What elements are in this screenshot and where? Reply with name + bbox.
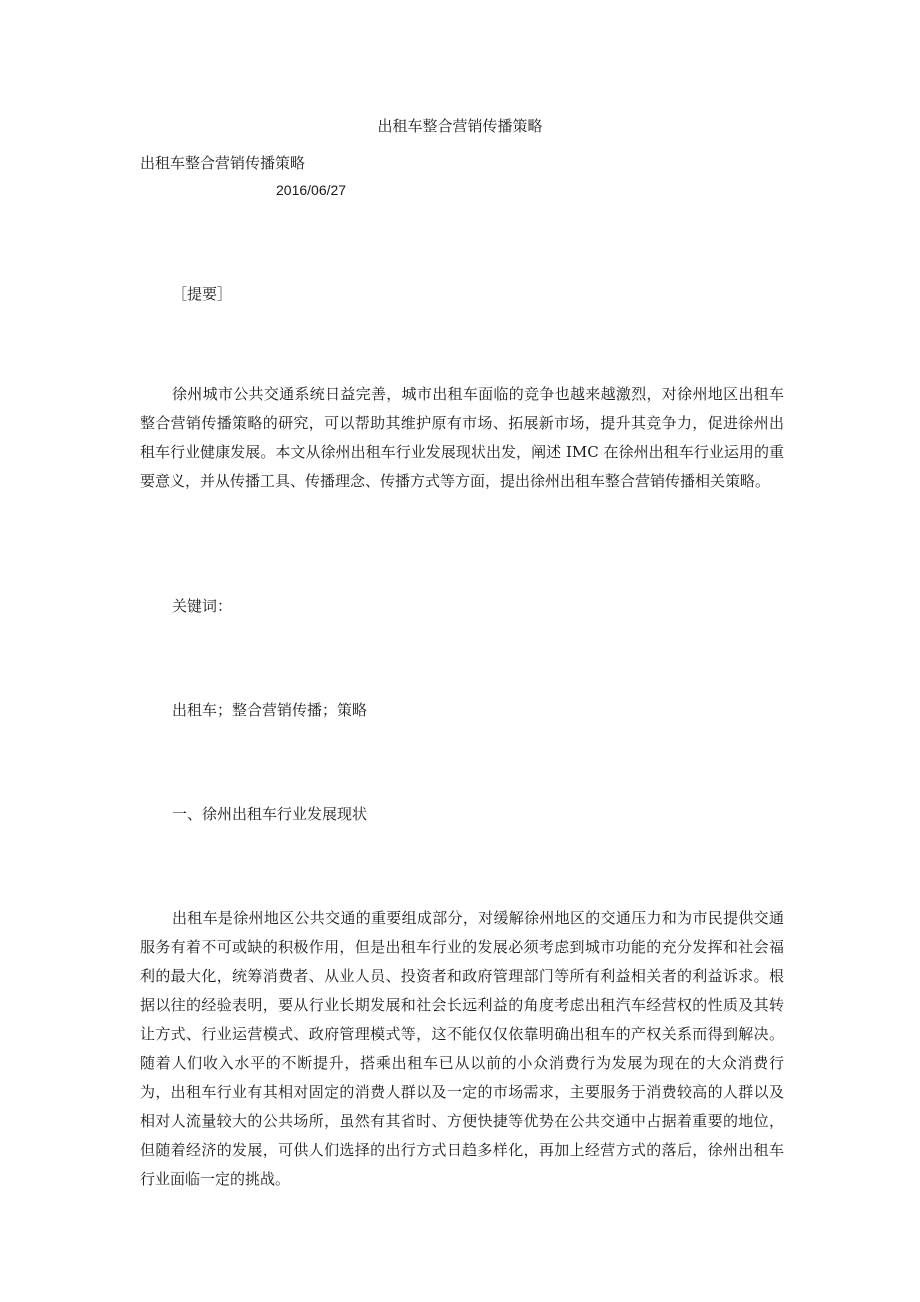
document-subtitle: 出租车整合营销传播策略 <box>140 154 306 172</box>
keywords-label: 关键词： <box>172 597 233 615</box>
body-paragraph: 出租车是徐州地区公共交通的重要组成部分，对缓解徐州地区的交通压力和为市民提供交通服务有着不可或缺的积极作用，但是出租车行业的发展必须考虑到城市功能的充分发挥和社会福利的最大化，统筹消费者、从业人员、投资者和政府管理部门等所有利益相关者的利益诉求。根据以往的经验表明，要从行业长期发展和社会长远利益的角度考虑出租汽车经营权的性质及其转让方式、行业运营模式、政府管理模式等，这不能仅仅依靠明确出租车的产权关系而得到解决。随着人们收入水平的不断提升，搭乘出租车已从以前的小众消费行为发展为现在的大众消费行为，出租车行业有其相对固定的消费人群以及一定的市场需求，主要服务于消费较高的人群以及相对人流量较大的公共场所，虽然有其省时、方便快捷等优势在公共交通中占据着重要的地位，但随着经济的发展，可供人们选择的出行方式日趋多样化，再加上经营方式的落后，徐州出租车行业面临一定的挑战。 <box>140 909 784 1188</box>
abstract-label: ［提要］ <box>172 285 233 303</box>
publish-date: 2016/06/27 <box>276 182 347 198</box>
section-heading: 一、徐州出租车行业发展现状 <box>172 805 368 823</box>
document-title: 出租车整合营销传播策略 <box>377 117 543 135</box>
abstract-paragraph: 徐州城市公共交通系统日益完善，城市出租车面临的竞争也越来越激烈，对徐州地区出租车整合营销传播策略的研究，可以帮助其维护原有市场、拓展新市场，提升其竞争力，促进徐州出租车行业健康发展。本文从徐州出租车行业发展现状出发，阐述 IMC 在徐州出租车行业运用的重要意义，并从传播工具、传播理念、传播方式等方面，提出徐州出租车整合营销传播相关策略。 <box>140 385 784 490</box>
keywords-text: 出租车；整合营销传播；策略 <box>172 701 368 719</box>
